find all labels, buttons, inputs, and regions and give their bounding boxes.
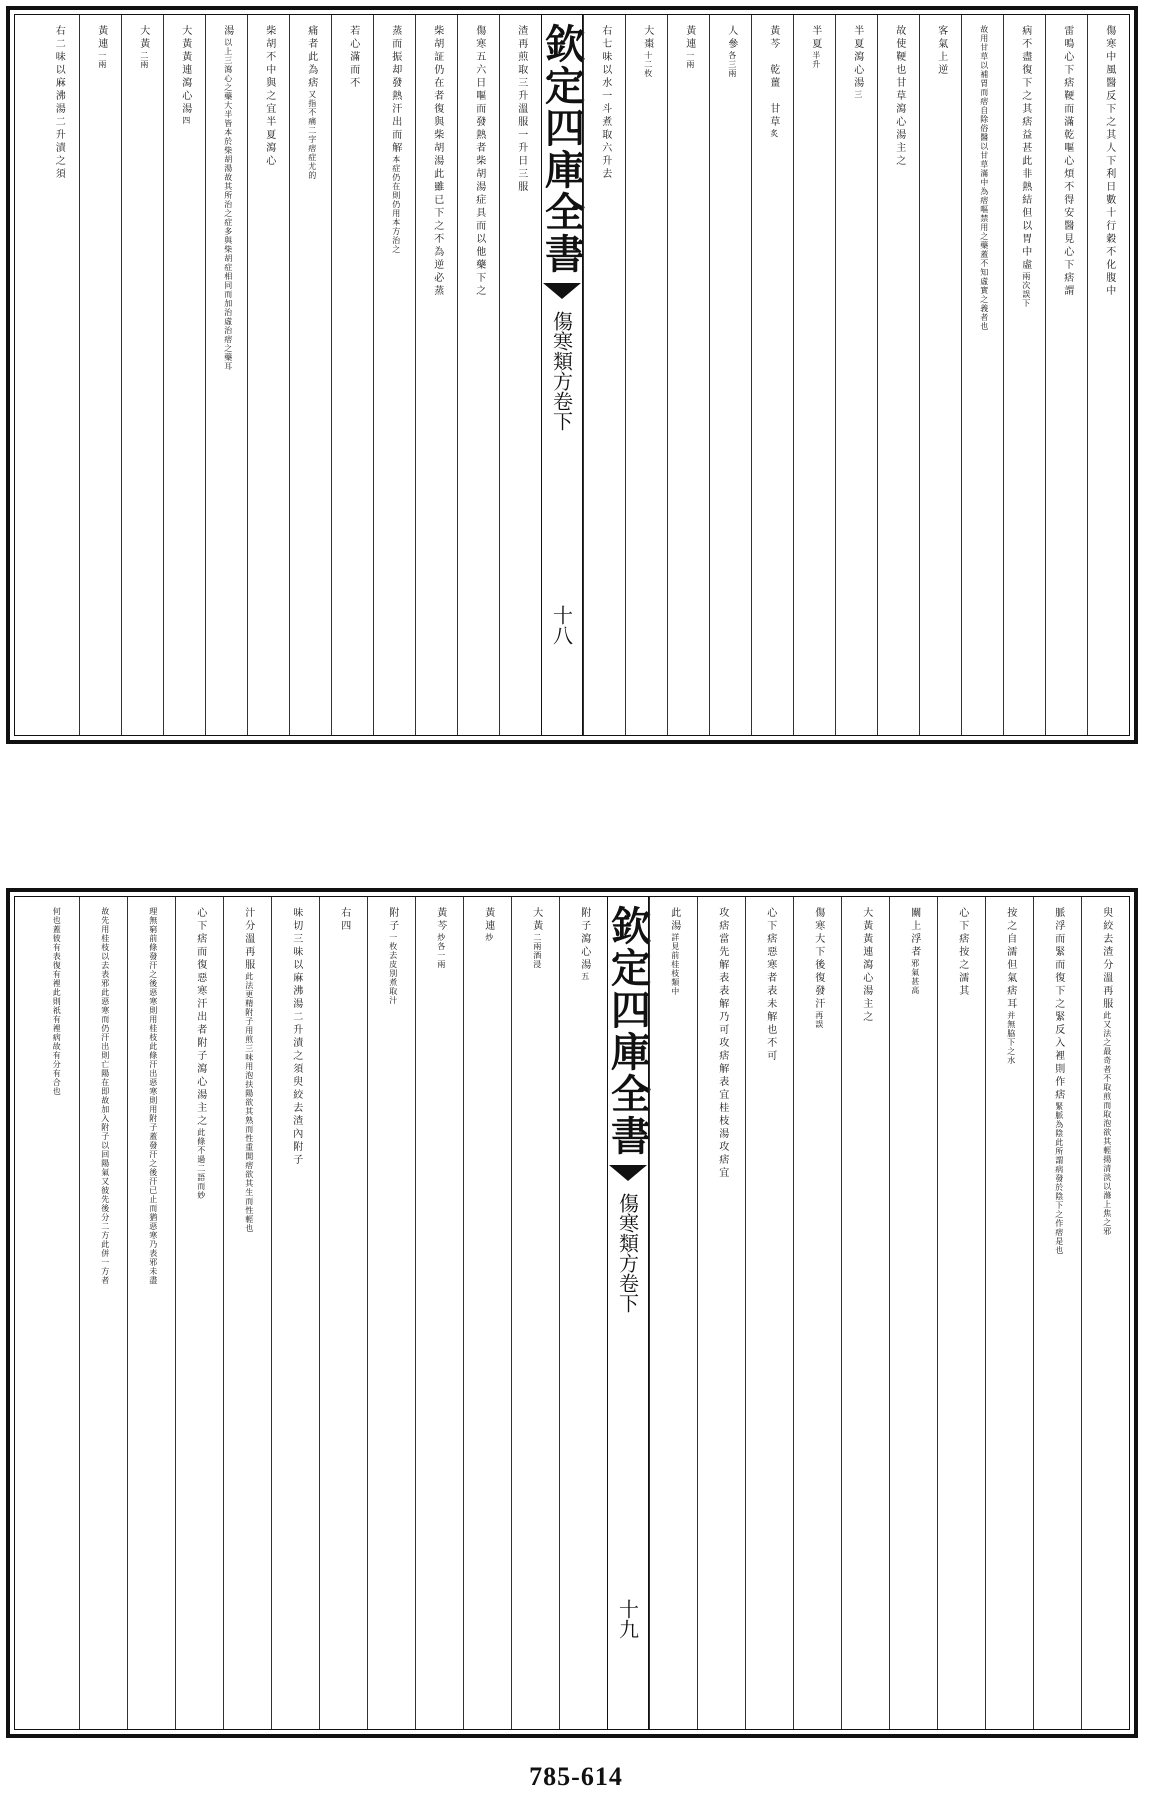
book-title: 欽定四庫全書 xyxy=(604,905,652,1157)
annotation-text: 半升 xyxy=(811,51,821,69)
column-text xyxy=(893,15,904,735)
column-text xyxy=(809,15,820,735)
annotation-text: 以上三瀉心之藥大半皆本於柴胡湯故其所治之症多與柴胡症相同而加治虛治痞之藥耳 xyxy=(223,38,233,371)
column-text xyxy=(599,15,610,735)
annotation-text: 故先用桂枝以去表邪此惡寒而仍汗出則亡陽在即故加入附子以回陽氣又彼先後分二方此併一方者 xyxy=(100,907,110,1285)
column-text xyxy=(935,15,946,735)
text-column xyxy=(1033,897,1081,1729)
column-text xyxy=(908,897,919,1729)
main-text: 病不盡復下之其痞益甚此非熱結但以胃中虛 xyxy=(1019,25,1031,272)
column-text xyxy=(431,15,442,735)
column-text xyxy=(221,15,232,735)
text-column xyxy=(271,897,319,1729)
column-text xyxy=(956,897,967,1729)
column-text xyxy=(434,897,445,1729)
main-text: 黃連 xyxy=(95,25,107,51)
annotation-text: 炙 xyxy=(769,129,779,138)
column-text xyxy=(179,15,190,735)
text-column xyxy=(625,15,667,735)
text-column xyxy=(667,15,709,735)
text-column xyxy=(583,15,625,735)
folio-number: 十八 xyxy=(549,605,574,645)
main-text: 大黃 xyxy=(137,25,149,51)
column-text xyxy=(851,15,862,735)
text-column xyxy=(175,897,223,1729)
text-column xyxy=(121,15,163,735)
text-column xyxy=(649,897,697,1729)
annotation-text: 一兩 xyxy=(685,51,695,69)
text-column xyxy=(835,15,877,735)
column-text xyxy=(137,15,148,735)
main-text: 客氣上逆 xyxy=(935,25,947,77)
main-text: 黃芩 乾薑 甘草 xyxy=(767,25,779,129)
text-column xyxy=(1003,15,1045,735)
column-text xyxy=(1019,15,1030,735)
main-text: 味切三味以麻沸湯二升漬之須臾絞去渣內附子 xyxy=(290,907,302,1167)
main-text: 黃連 xyxy=(683,25,695,51)
main-text: 若心滿而不 xyxy=(347,25,359,90)
text-column xyxy=(841,897,889,1729)
annotation-text: 緊脈為陰此所謂病發於陰下之作痞是也 xyxy=(1054,1102,1064,1255)
annotation-text: 三 xyxy=(853,90,863,99)
column-text xyxy=(668,897,679,1729)
main-text: 柴胡不中與之宜半夏瀉心 xyxy=(263,25,275,168)
column-text xyxy=(389,15,400,735)
annotation-text: 五 xyxy=(580,972,590,981)
annotation-text: 四 xyxy=(181,116,191,125)
text-column xyxy=(331,15,373,735)
column-text xyxy=(683,15,694,735)
page-catalog-number: 785-614 xyxy=(529,1762,623,1791)
text-column xyxy=(31,897,79,1729)
text-column xyxy=(79,897,127,1729)
column-text xyxy=(1103,15,1114,735)
bottom-page-text xyxy=(14,896,1130,1730)
book-title: 欽定四庫全書 xyxy=(538,23,586,275)
text-column xyxy=(1081,897,1129,1729)
main-text: 故使鞕也甘草瀉心湯主之 xyxy=(893,25,905,168)
annotation-text: 一枚去皮別煮取汁 xyxy=(388,933,398,1005)
column-text xyxy=(338,897,349,1729)
text-column xyxy=(511,897,559,1729)
annotation-text: 十二枚 xyxy=(643,51,653,78)
main-text: 此湯 xyxy=(668,907,680,933)
text-column xyxy=(163,15,205,735)
annotation-text: 此條不過二語而妙 xyxy=(196,1128,206,1200)
text-column xyxy=(919,15,961,735)
annotation-text: 炒各一兩 xyxy=(436,933,446,969)
text-column xyxy=(889,897,937,1729)
main-text: 大黃 xyxy=(530,907,542,933)
column-text xyxy=(305,15,316,735)
text-column xyxy=(289,15,331,735)
column-text xyxy=(812,897,823,1729)
main-text: 心下痞惡寒者表未解也不可 xyxy=(764,907,776,1063)
text-column xyxy=(247,15,289,735)
main-text: 半夏 xyxy=(809,25,821,51)
folio-subtitle: 傷寒類方 xyxy=(549,311,574,391)
text-column xyxy=(463,897,511,1729)
column-text xyxy=(95,15,106,735)
main-text: 黃芩 xyxy=(434,907,446,933)
text-column xyxy=(373,15,415,735)
column-text xyxy=(515,15,526,735)
text-column xyxy=(709,15,751,735)
folio-volume: 卷下 xyxy=(549,391,574,431)
main-text: 脈浮而緊而復下之緊反入裡則作痞 xyxy=(1052,907,1064,1102)
annotation-text: 并無脇下之水 xyxy=(1006,1011,1016,1065)
main-text: 湯 xyxy=(221,25,233,38)
main-text: 臾絞去渣分溫再服 xyxy=(1100,907,1112,1011)
column-text xyxy=(767,15,778,735)
text-column xyxy=(415,897,463,1729)
text-column xyxy=(127,897,175,1729)
fishtail-mark-icon xyxy=(609,1165,647,1185)
column-text xyxy=(98,897,109,1729)
column-text xyxy=(482,897,493,1729)
top-page xyxy=(6,6,1138,744)
main-text: 附子瀉心湯 xyxy=(578,907,590,972)
main-text: 按之自濡但氣痞耳 xyxy=(1004,907,1016,1011)
column-text xyxy=(530,897,541,1729)
annotation-text: 此又法之最奇者不取煎而取泡欲其輕揚清淡以滌上焦之邪 xyxy=(1102,1011,1112,1236)
column-text xyxy=(716,897,727,1729)
column-text xyxy=(194,897,205,1729)
fishtail-mark-icon xyxy=(543,283,581,303)
folio-subtitle: 傷寒類方 xyxy=(615,1193,640,1273)
main-text: 大棗 xyxy=(641,25,653,51)
column-text xyxy=(290,897,301,1729)
text-column xyxy=(937,897,985,1729)
main-text: 渣再煎取三升溫服一升日三服 xyxy=(515,25,527,194)
annotation-text: 本症仍在則仍用本方治之 xyxy=(391,155,401,254)
annotation-text: 二兩 xyxy=(139,51,149,69)
main-text: 關上浮者 xyxy=(908,907,920,959)
column-text xyxy=(1100,897,1111,1729)
text-column xyxy=(751,15,793,735)
column-text xyxy=(578,897,589,1729)
annotation-text: 此法更精附子用煎三味用泡扶陽欲其熟而性重開痞欲其生而性輕也 xyxy=(244,972,254,1233)
text-column xyxy=(793,15,835,735)
text-column xyxy=(697,897,745,1729)
column-text xyxy=(641,15,652,735)
text-column xyxy=(37,15,79,735)
text-column xyxy=(319,897,367,1729)
text-column xyxy=(79,15,121,735)
main-text: 攻痞當先解表表解乃可攻痞解表宜桂枝湯攻痞宜 xyxy=(716,907,728,1180)
main-text: 大黃黃連瀉心湯 xyxy=(179,25,191,116)
main-text: 傷寒大下後復發汗 xyxy=(812,907,824,1011)
main-text: 人參 xyxy=(725,25,737,51)
annotation-text: 邪氣甚高 xyxy=(910,959,920,995)
annotation-text: 理無窮前條發汗之後惡寒則用桂枝此條汗出惡寒則用附子蓋發汗之後汗已止而猶惡寒乃表邪未盡 xyxy=(148,907,158,1285)
text-column xyxy=(745,897,793,1729)
text-column xyxy=(415,15,457,735)
text-column xyxy=(961,15,1003,735)
main-text: 心下痞按之濡其 xyxy=(956,907,968,998)
column-text xyxy=(50,897,61,1729)
column-text xyxy=(1052,897,1063,1729)
folio-number: 十九 xyxy=(615,1599,640,1639)
main-text: 右四 xyxy=(338,907,350,933)
text-column xyxy=(985,897,1033,1729)
center-gutter xyxy=(538,15,586,735)
annotation-text: 又指不痛二字痞症尤的 xyxy=(307,90,317,180)
main-text: 黃連 xyxy=(482,907,494,933)
top-page-text xyxy=(14,14,1130,736)
text-column xyxy=(223,897,271,1729)
main-text: 柴胡証仍在者復與柴胡湯此雖已下之不為逆必蒸 xyxy=(431,25,443,298)
main-text: 心下痞而復惡寒汗出者附子瀉心湯主之 xyxy=(194,907,206,1128)
main-text: 右二味以麻沸湯二升漬之須 xyxy=(53,25,65,181)
text-column xyxy=(1045,15,1087,735)
annotation-text: 何也蓋彼有表復有裡此則祇有裡病故有分有合也 xyxy=(52,907,62,1096)
column-text xyxy=(764,897,775,1729)
annotation-text: 再誤 xyxy=(814,1011,824,1029)
annotation-text: 故用甘草以補胃而痞自除俗醫以甘草滿中為痞嘔禁用之藥蓋不知虛實之義者也 xyxy=(979,25,989,331)
main-text: 傷寒五六日嘔而發熱者柴胡湯症具而以他藥下之 xyxy=(473,25,485,298)
text-column xyxy=(367,897,415,1729)
folio-volume: 卷下 xyxy=(615,1273,640,1313)
column-text xyxy=(386,897,397,1729)
annotation-text: 二兩酒浸 xyxy=(532,933,542,969)
column-text xyxy=(53,15,64,735)
column-text xyxy=(242,897,253,1729)
column-text xyxy=(1004,897,1015,1729)
text-column xyxy=(205,15,247,735)
main-text: 雷鳴心下痞鞕而滿乾嘔心煩不得安醫見心下痞謂 xyxy=(1061,25,1073,298)
main-text: 蒸而振却發熱汗出而解 xyxy=(389,25,401,155)
column-text xyxy=(725,15,736,735)
main-text: 大黃黃連瀉心湯主之 xyxy=(860,907,872,1024)
text-column xyxy=(793,897,841,1729)
main-text: 右七味以水一斗煮取六升去 xyxy=(599,25,611,181)
annotation-text: 詳見前桂枝類中 xyxy=(670,933,680,996)
center-gutter xyxy=(604,897,652,1729)
column-text xyxy=(860,897,871,1729)
column-text xyxy=(1061,15,1072,735)
main-text: 痛者此為痞 xyxy=(305,25,317,90)
bottom-page xyxy=(6,888,1138,1738)
annotation-text: 兩次誤下 xyxy=(1021,272,1031,308)
main-text: 汁分溫再服 xyxy=(242,907,254,972)
text-column xyxy=(457,15,499,735)
column-text xyxy=(263,15,274,735)
main-text: 半夏瀉心湯 xyxy=(851,25,863,90)
annotation-text: 炒 xyxy=(484,933,494,942)
main-text: 傷寒中風醫反下之其人下利日數十行穀不化腹中 xyxy=(1103,25,1115,298)
annotation-text: 一兩 xyxy=(97,51,107,69)
column-text xyxy=(473,15,484,735)
text-column xyxy=(877,15,919,735)
annotation-text: 各三兩 xyxy=(727,51,737,78)
column-text xyxy=(146,897,157,1729)
column-text xyxy=(977,15,988,735)
text-column xyxy=(1087,15,1129,735)
main-text: 附子 xyxy=(386,907,398,933)
column-text xyxy=(347,15,358,735)
